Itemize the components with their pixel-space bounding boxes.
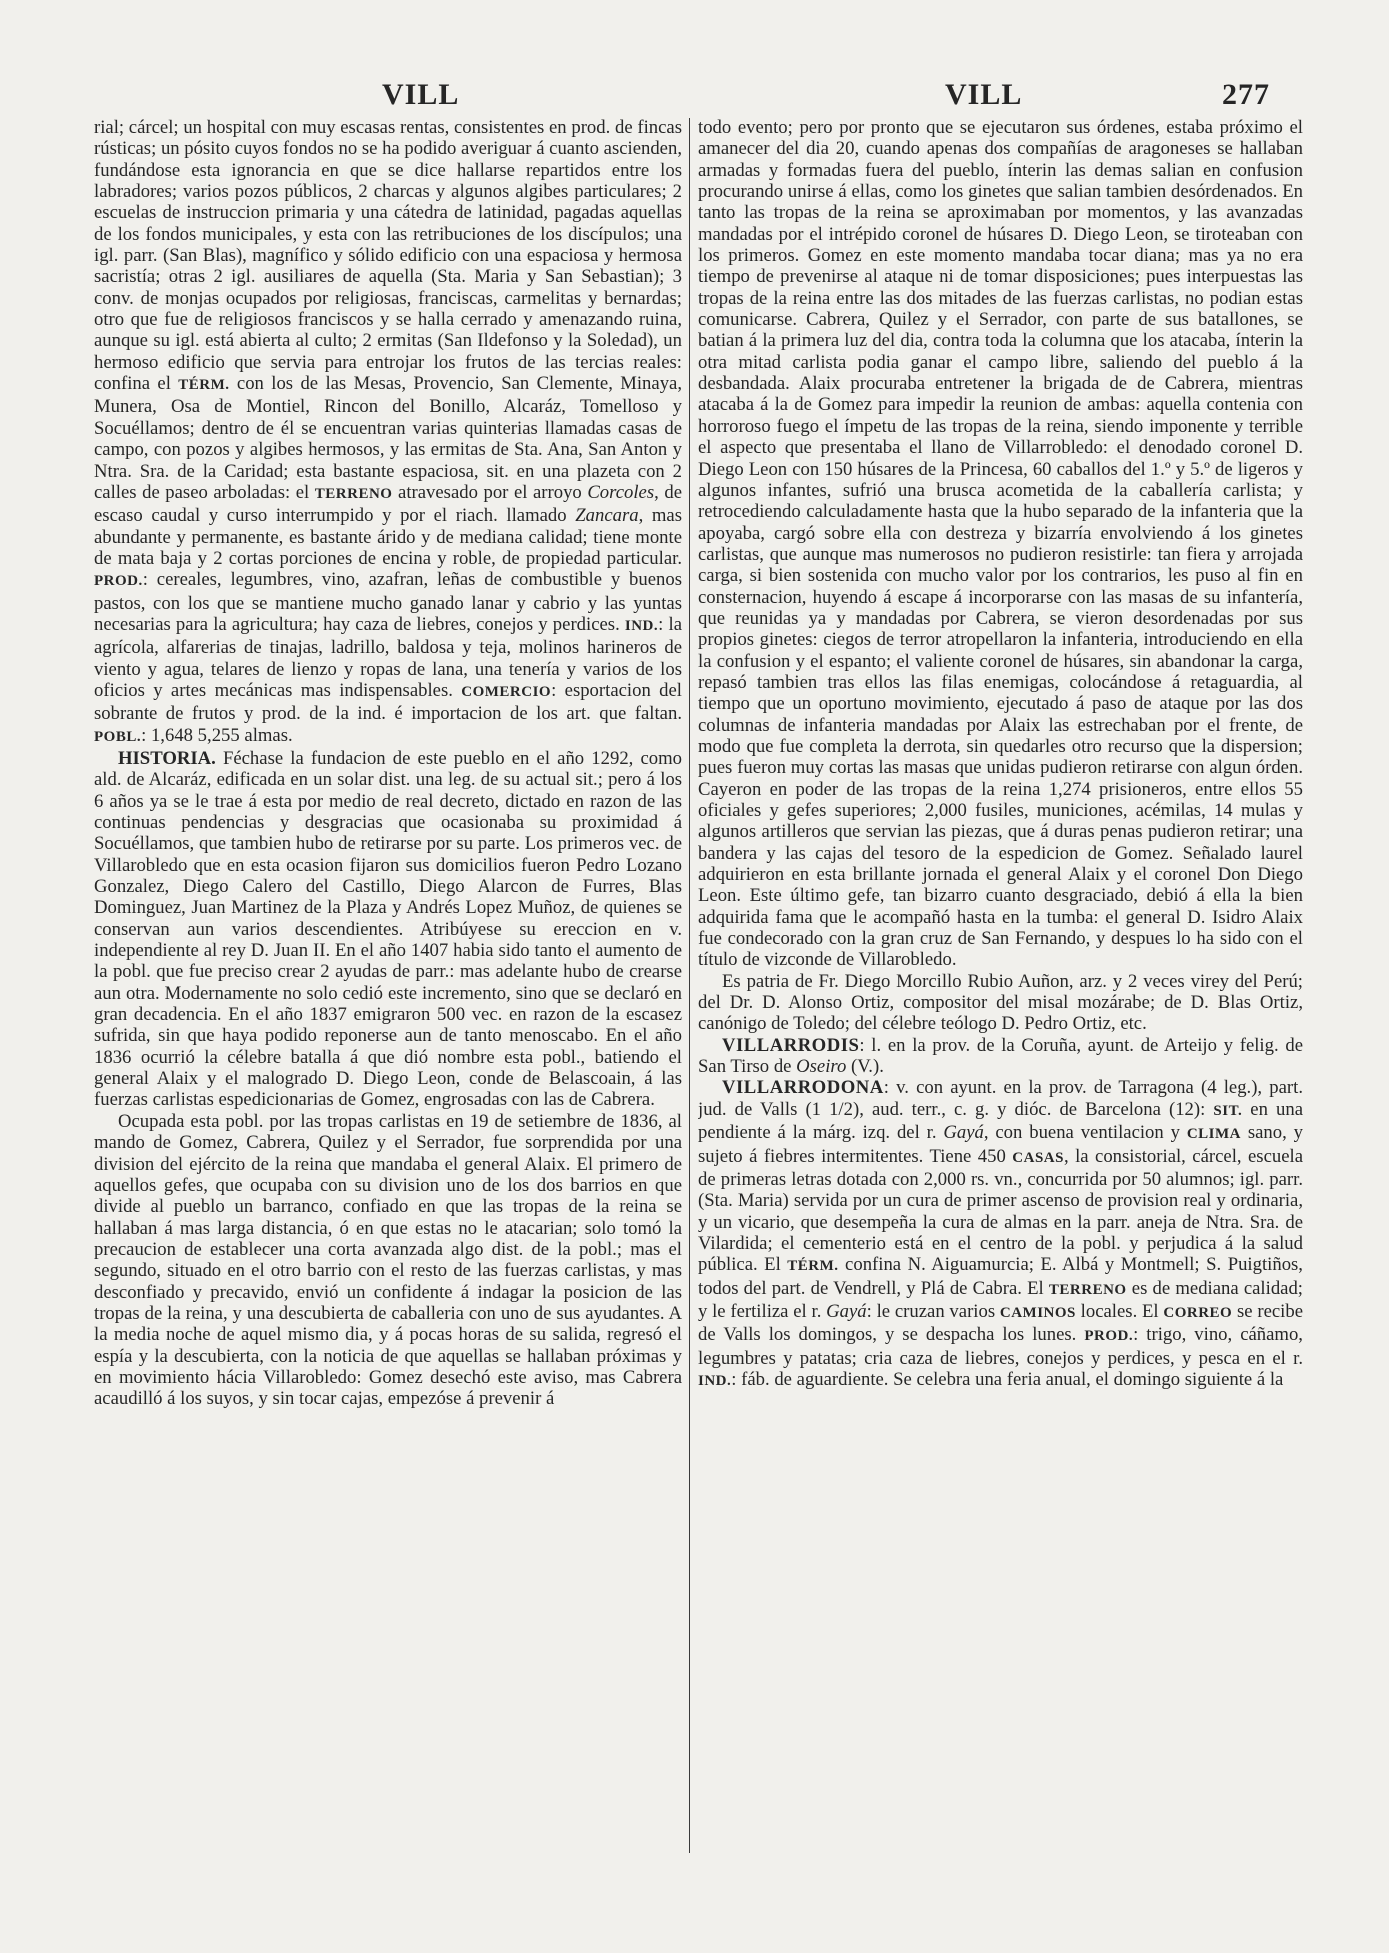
battle-paragraph: Ocupada esta pobl. por las tropas carlistas en 19 de setiembre de 1836, al mando de Gomez, Cabrera, Quilez y el Serrador, fue sorprendida por una division del ejército de la reina que mandaba el general Alaix. El primero de aquellos gefes, que ocupaba con su division uno de los dos barrios en que divide al pueblo un barranco, confiado en que las tropas de la reina se hallaban á mas larga distancia, ó en que estas no le atacarian; solo tomó la precaucion de establecer una corta avanzada algo dist. de la pobl.; mas el segundo, situado en el otro barrio con el resto de las fuerzas carlistas, y mas desconfiado y precavido, envió un confidente á indagar la posicion de las tropas de la reina, y una descubierta de caballeria con uno de sus ayudantes. A la media noche de aquel mismo dia, y á pocas horas de su salida, regresó el espía y la descubierta, con la noticia de que aquellas se hallaban próximas y en movimiento hácia Villarobledo: Gomez desechó este aviso, mas Cabrera acaudilló á los suyos, y sin tocar cajas, empezóse á prevenir á xyxy=(94,1110,682,1410)
left-column xyxy=(94,117,682,1917)
historia-paragraph: HISTORIA. Féchase la fundacion de este pueblo en el año 1292, como ald. de Alcaráz, edificada en un solar dist. una leg. de su actual sit.; pero á los 6 años ya se le trae á esta por medio de real decreto, dictado en razon de las continuas pendencias y desgracias que ocasionaba su proximidad á Socuéllamos, que tambien hubo de retirarse por su parte. Los primeros vec. de Villarobledo que en esta ocasion fijaron sus domicilios fueron Pedro Lozano Gonzalez, Diego Calero del Castillo, Diego Alarcon de Furres, Blas Dominguez, Juan Martinez de la Plaza y Andrés Lopez Muñoz, de quienes se conservan aun varios descendientes. Atribúyese su ereccion en v. independiente al rey D. Juan II. En el año 1407 habia sido tanto el aumento de la pobl. que fue preciso crear 2 ayudas de parr.: mas adelante hubo de crearse aun otra. Modernamente no solo cedió este incremento, sino que se declaró en gran decadencia. En el año 1837 emigraron 500 vec. en razon de la escasez sufrida, sin que haya podido reponerse aun de tanto menoscabo. En el año 1836 ocurrió la célebre batalla á que dió nombre esta pobl., batiendo el general Alaix y el malogrado D. Diego Leon, conde de Belascoain, á las fuerzas carlistas espedicionarias de Gomez, engrosadas con las de Cabrera. xyxy=(94,747,682,1111)
right-running-head: VILL xyxy=(945,78,1023,111)
battle-continuation: todo evento; pero por pronto que se ejecutaron sus órdenes, estaba próximo el amanecer del dia 20, cuando apenas dos compañías de aragoneses se hallaban armadas y formadas fuera del pueblo, ínterin las demas salian en confusion procurando unirse á ellas, como los ginetes que salian tambien desórdenados. En tanto las tropas de la reina se aproximaban por momentos, y las avanzadas mandadas por el intrépido coronel de húsares D. Diego Leon, se tiroteaban con los primeros. Gomez en este momento mandaba tocar diana; mas ya no era tiempo de prevenirse al ataque ni de tomar disposiciones; pues interpuestas las tropas de la reina entre las dos mitades de las fuerzas carlistas, no podian estas comunicarse. Cabrera, Quilez y el Serrador, con parte de sus batallones, se batian á la primera luz del dia, contra toda la columna que los atacaba, ínterin la otra mitad carlista podia ganar el campo libre, saliendo del pueblo á la desbandada. Alaix procuraba entretener la brigada de de Cabrera, mientras atacaba á la de Gomez para impedir la reunion de ambas: aquella contenia con horroroso fuego el ímpetu de las tropas de la reina, siendo imponente y terrible el aspecto que presentaba el llano de Villarrobledo: el denodado coronel D. Diego Leon con 150 húsares de la Princesa, 60 caballos del 1.º y 5.º de ligeros y algunos infantes, sufrió una brusca acometida de la caballería carlista; y retrocediendo calculadamente hasta que la hubo separado de la infanteria que la apoyaba, cargó sobre ella con destreza y bizarría envolviendo á los ginetes carlistas, que aunque mas numerosos no pudieron resistirle: tan fiera y arrojada carga, si bien sostenida con mucho valor por los contrarios, les puso al fin en consternacion, huyendo á escape á incorporarse con las masas de su infantería, que reunidas ya y mandadas por Cabrera, se vieron desordenadas por sus propios ginetes: ciegos de terror atropellaron la infanteria, introduciendo en ella la confusion y el espanto; el valiente coronel de húsares, sin abandonar la carga, repasó tambien tras ellos las filas enemigas, colocándose á retaguardia, al tiempo que un oportuno movimiento, ejecutado á paso de ataque por las dos columnas de infanteria mandadas por Alaix las estrechaban por el frente, de modo que fue completa la derrota, sin quedarles otro recurso que la dispersion; pues fueron muy cortas las masas que unidas pudieron retirarse con algun órden. Cayeron en poder de las tropas de la reina 1,274 prisioneros, entre ellos 55 oficiales y gefes superiores; 2,000 fusiles, municiones, acémilas, 14 mulas y algunos artilleros que servian las piezas, que á duras penas pudieron retirar; una bandera y las cajas del tesoro de la espedicion de Gomez. Señalado laurel adquirieron en esta brillante jornada el general Alaix y el coronel Don Diego Leon. Este último gefe, tan bizarro cuanto desgraciado, debió á ella la bien adquirida fama que le acompañó hasta en la tumba: el general D. Isidro Alaix fue condecorado con la gran cruz de San Fernando, y despues lo ha sido con el título de vizconde de Villarobledo. xyxy=(698,117,1303,971)
entry-villarrodona: VILLARRODONA: v. con ayunt. en la prov. de Tarragona (4 leg.), part. jud. de Valls (1 1/2), aud. terr., c. g. y dióc. de Barcelona (12): SIT. en una pendiente á la márg. izq. del r. Gayá, con buena ventilacion y CLIMA sano, y sujeto á fiebres intermitentes. Tiene 450 CASAS, la consistorial, cárcel, escuela de primeras letras dotada con 2,000 rs. vn., concurrida por 50 alumnos; igl. parr. (Sta. Maria) servida por un cura de primer ascenso de provision real y ordinaria, y un vicario, que desempeña la cura de almas en la parr. aneja de Ntra. Sra. de Vilardida; el cementerio está en el centro de la pobl. y perjudica á la salud pública. El TÉRM. confina N. Aiguamurcia; E. Albá y Montmell; S. Puigtiños, todos del part. de Vendrell, y Plá de Cabra. El TERRENO es de mediana calidad; y le fertiliza el r. Gayá: le cruzan varios CAMINOS locales. El CORREO se recibe de Valls los domingos, y se despacha los lunes. PROD.: trigo, vino, cáñamo, legumbres y patatas; cria caza de liebres, conejos y perdices, y pesca en el r. IND.: fáb. de aguardiente. Se celebra una feria anual, el domingo siguiente á la xyxy=(698,1077,1303,1390)
notable-natives-paragraph: Es patria de Fr. Diego Morcillo Rubio Auñon, arz. y 2 veces virey del Perú; del Dr. D. Alonso Ortiz, compositor del misal mozárabe; de D. Blas Ortiz, canónigo de Toledo; del célebre teólogo D. Pedro Ortiz, etc. xyxy=(698,970,1303,1035)
column-divider xyxy=(689,118,690,1853)
villarrobledo-description: rial; cárcel; un hospital con muy escasas rentas, consistentes en prod. de fincas rústicas; un pósito cuyos fondos no se ha podido averiguar á cuanto ascienden, fundándose esta ignorancia en que se dice hallarse repartidos entre los labradores; varios pozos públicos, 2 charcas y algunos algibes particulares; 2 escuelas de instruccion primaria y una cátedra de latinidad, pagadas aquellas de los fondos municipales, y esta con las retribuciones de los discípulos; una igl. parr. (San Blas), magnífico y sólido edificio con una espaciosa y hermosa sacristía; otras 2 igl. ausiliares de aquella (Sta. Maria y San Sebastian); 3 conv. de monjas ocupados por religiosas, franciscas, carmelitas y bernardas; otro que fue de religiosos franciscos y se halla cerrado y amenazando ruina, aunque su igl. está abierta al culto; 2 ermitas (San Ildefonso y la Soledad), un hermoso edificio que servia para entrojar los frutos de las tercias reales: confina el TÉRM. con los de las Mesas, Provencio, San Clemente, Minaya, Munera, Osa de Montiel, Rincon del Bonillo, Alcaráz, Tomelloso y Socuéllamos; dentro de él se encuentran varias quinterias llamadas casas de campo, con pozos y algibes hermosos, y las ermitas de Sta. Ana, San Anton y Ntra. Sra. de la Caridad; esta bastante espaciosa, sit. en una plazeta con 2 calles de paseo arboladas: el TERRENO atravesado por el arroyo Corcoles, de escaso caudal y curso interrumpido y por el riach. llamado Zancara, mas abundante y permanente, es bastante árido y de mediana calidad; tiene monte de mata baja y 2 cortas porciones de encina y roble, de propiedad particular. PROD.: cereales, legumbres, vino, azafran, leñas de combustible y buenos pastos, con los que se mantiene mucho ganado lanar y cabrio y las yuntas necesarias para la agricultura; hay caza de liebres, conejos y perdices. IND.: la agrícola, alfarerias de tinajas, ladrillo, baldosa y teja, molinos harineros de viento y agua, telares de lienzo y ropas de lana, una tenería y varios de los oficios y artes mecánicas mas indispensables. COMERCIO: esportacion del sobrante de frutos y prod. de la ind. é importacion de los art. que faltan. POBL.: 1,648 5,255 almas. xyxy=(94,117,682,746)
entry-villarrodis: VILLARRODIS: l. en la prov. de la Coruña, ayunt. de Arteijo y felig. de San Tirso de Oseiro (V.). xyxy=(698,1034,1303,1078)
left-running-head: VILL xyxy=(382,78,460,111)
page-number: 277 xyxy=(1222,78,1270,111)
right-column xyxy=(698,117,1303,1917)
page-header xyxy=(0,78,1389,118)
